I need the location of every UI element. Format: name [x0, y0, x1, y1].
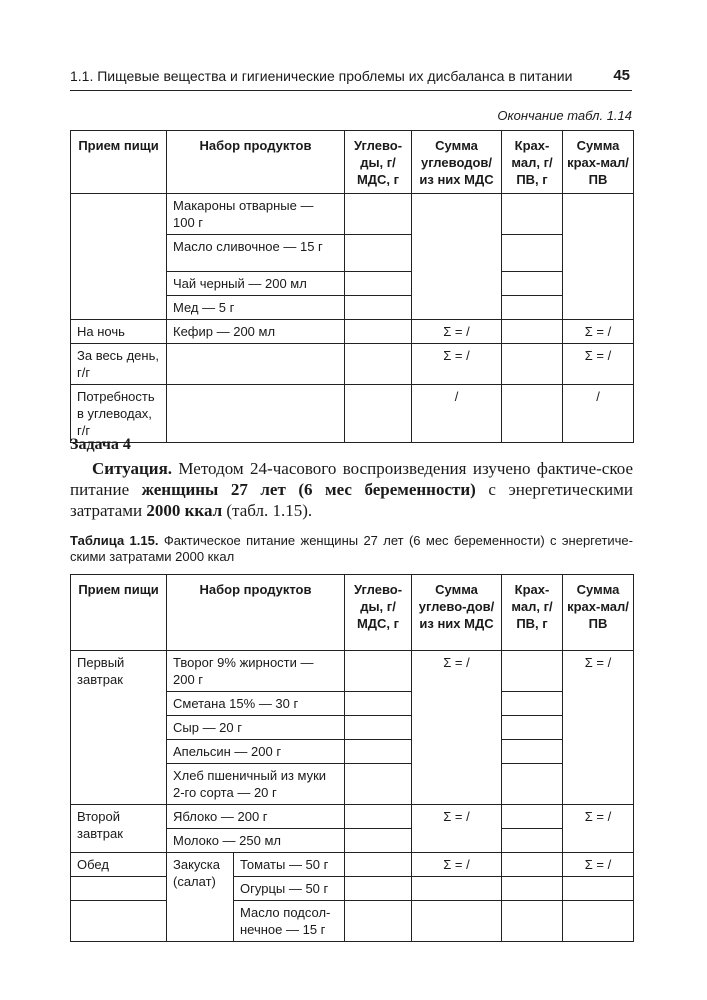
table-row: [71, 805, 634, 829]
sum-cell: Σ = /: [563, 853, 634, 877]
product-cell: Чай черный — 200 мл: [167, 272, 345, 296]
meal-cell: На ночь: [71, 320, 167, 344]
table-cell: [71, 194, 167, 320]
situation-text: Методом 24-часового воспроизведения изучено фактиче-ское питание: [70, 459, 633, 499]
product-cell: Творог 9% жирности — 200 г: [167, 651, 345, 692]
table-cell: [502, 805, 563, 829]
sum-cell: Σ = /: [412, 853, 502, 877]
sum-cell: Σ = /: [563, 805, 634, 853]
table-cell: [502, 853, 563, 877]
col-header-starch: Крах-мал, г/ ПВ, г: [502, 575, 563, 651]
table-cell: [502, 235, 563, 272]
table-row: [71, 344, 634, 385]
sum-cell: Σ = /: [563, 651, 634, 805]
table-header-row: [71, 131, 634, 194]
meal-cell: За весь день, г/г: [71, 344, 167, 385]
situation-bold: женщины 27 лет (6 мес беременности): [141, 480, 476, 499]
running-header-title: 1.1. Пищевые вещества и гигиенические проблемы их дисбаланса в питании: [70, 68, 573, 84]
situation-label: Ситуация.: [92, 459, 173, 478]
table-cell: [345, 716, 412, 740]
col-header-starch-sum: Сумма крах-мал/ПВ: [563, 131, 634, 194]
sum-cell: /: [563, 385, 634, 443]
col-header-carbs: Углево-ды, г/МДС, г: [345, 131, 412, 194]
table-cell: [502, 296, 563, 320]
table-cell: [345, 296, 412, 320]
running-header: [70, 64, 632, 91]
table-cell: [502, 829, 563, 853]
product-cell: Макароны отварные — 100 г: [167, 194, 345, 235]
table-cell: [345, 877, 412, 901]
sum-cell: Σ = /: [563, 320, 634, 344]
situation-text: с энергетическими затратами: [70, 480, 633, 520]
page-number: 45: [613, 67, 630, 84]
table-cell: [345, 272, 412, 296]
table-cell: [345, 194, 412, 235]
meal-cell: Первый завтрак: [71, 651, 167, 805]
table-row: [71, 853, 634, 877]
sum-cell: Σ = /: [412, 320, 502, 344]
table-cell: [502, 651, 563, 692]
product-cell: Сметана 15% — 30 г: [167, 692, 345, 716]
table-cell: [412, 194, 502, 320]
table-cell: [563, 194, 634, 320]
sum-cell: Σ = /: [412, 344, 502, 385]
caption-text: Фактическое питание женщины 27 лет (6 мес беременности) с энергетиче-скими затратами 2000 ккал: [70, 533, 633, 564]
table-row: [71, 877, 634, 901]
table-cell: [345, 235, 412, 272]
table-cell: [502, 716, 563, 740]
col-header-starch-sum: Сумма крах-мал/ПВ: [563, 575, 634, 651]
table-cell: [502, 344, 563, 385]
table-cell: [345, 344, 412, 385]
product-cell: Томаты — 50 г: [234, 853, 345, 877]
table-cell: [502, 877, 563, 901]
table-cell: [71, 877, 167, 901]
table-1-14: [70, 130, 634, 443]
product-cell: Апельсин — 200 г: [167, 740, 345, 764]
product-group-cell: Закуска (салат): [167, 853, 234, 942]
product-cell: Сыр — 20 г: [167, 716, 345, 740]
product-cell: Яблоко — 200 г: [167, 805, 345, 829]
table-row: [71, 901, 634, 942]
col-header-carb-sum: Сумма углеводов/ из них МДС: [412, 131, 502, 194]
table-cell: [345, 805, 412, 829]
table-row: [71, 385, 634, 443]
table-cell: [502, 272, 563, 296]
table-cell: [502, 320, 563, 344]
table-cell: [167, 385, 345, 443]
situation-bold: 2000 ккал: [146, 501, 223, 520]
table-row: [71, 194, 634, 235]
table-cell: [502, 901, 563, 942]
sum-cell: Σ = /: [412, 651, 502, 805]
product-cell: Масло сливочное — 15 г: [167, 235, 345, 272]
table-cell: [345, 651, 412, 692]
col-header-products: Набор продуктов: [167, 131, 345, 194]
table-cell: [71, 901, 167, 942]
col-header-starch: Крах-мал, г/ПВ, г: [502, 131, 563, 194]
table-cell: [345, 764, 412, 805]
product-cell: Кефир — 200 мл: [167, 320, 345, 344]
table-cell: [345, 829, 412, 853]
table-cell: [345, 320, 412, 344]
meal-cell: Обед: [71, 853, 167, 877]
table-row: [71, 651, 634, 692]
table-cell: [412, 901, 502, 942]
sum-cell: Σ = /: [412, 805, 502, 853]
product-cell: Масло подсол-нечное — 15 г: [234, 901, 345, 942]
table-cell: [345, 853, 412, 877]
table-cell: [502, 692, 563, 716]
table-cell: [345, 740, 412, 764]
table-1-15-caption: [70, 533, 633, 565]
sum-cell: Σ = /: [563, 344, 634, 385]
caption-label: Таблица 1.15.: [70, 533, 159, 548]
table-header-row: [71, 575, 634, 651]
col-header-meal: Прием пищи: [71, 131, 167, 194]
sum-cell: /: [412, 385, 502, 443]
table-cell: [412, 877, 502, 901]
table-1-15: [70, 574, 634, 942]
col-header-products: Набор продуктов: [167, 575, 345, 651]
table-cell: [167, 344, 345, 385]
col-header-carbs: Углево-ды, г/ МДС, г: [345, 575, 412, 651]
table-row: [71, 320, 634, 344]
table-cell: [345, 901, 412, 942]
situation-text: (табл. 1.15).: [222, 501, 313, 520]
situation-paragraph: [70, 458, 633, 521]
table-1-14-caption: Окончание табл. 1.14: [497, 108, 632, 123]
meal-cell: Второй завтрак: [71, 805, 167, 853]
col-header-carb-sum: Сумма углево-дов/из них МДС: [412, 575, 502, 651]
meal-cell: Потребность в углеводах, г/г: [71, 385, 167, 443]
product-cell: Мед — 5 г: [167, 296, 345, 320]
table-cell: [345, 385, 412, 443]
product-cell: Огурцы — 50 г: [234, 877, 345, 901]
table-cell: [502, 194, 563, 235]
col-header-meal: Прием пищи: [71, 575, 167, 651]
table-cell: [502, 385, 563, 443]
table-cell: [563, 901, 634, 942]
table-cell: [563, 877, 634, 901]
product-cell: Молоко — 250 мл: [167, 829, 345, 853]
table-cell: [502, 764, 563, 805]
table-cell: [345, 692, 412, 716]
task-title: Задача 4: [70, 436, 131, 453]
table-cell: [502, 740, 563, 764]
product-cell: Хлеб пшеничный из муки 2-го сорта — 20 г: [167, 764, 345, 805]
